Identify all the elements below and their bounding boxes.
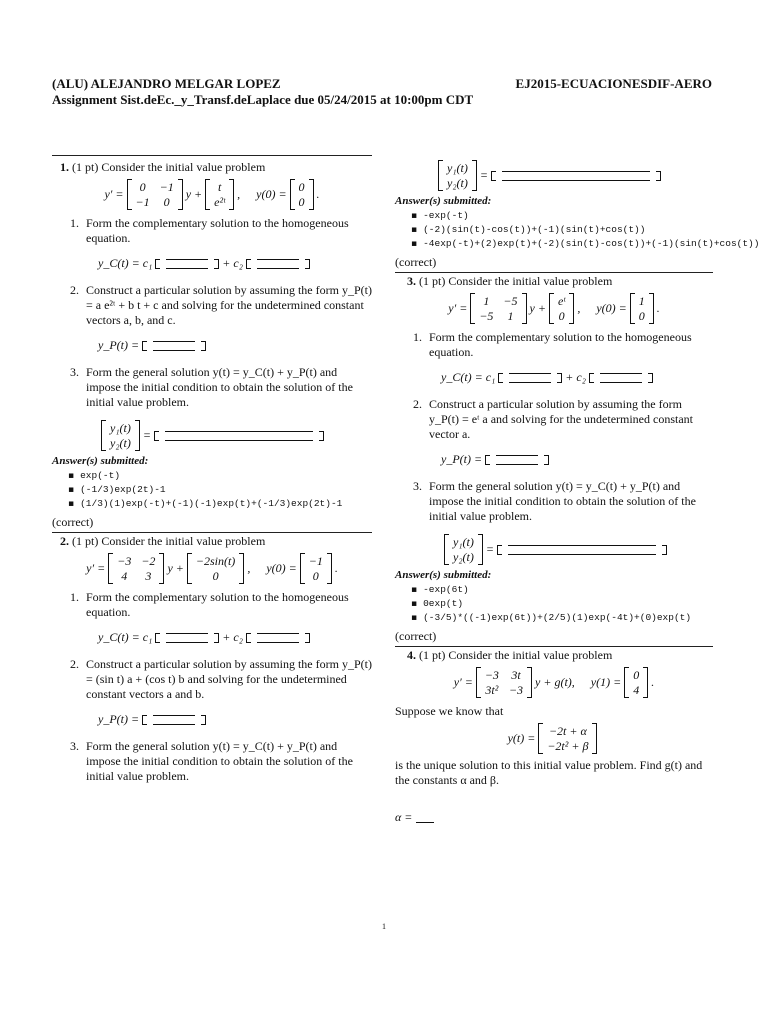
answer-item: ▪ (-3/5)*((-1)exp(6t))+(2/5)(1)exp(-4t)+(0)exp(t) [411,611,713,625]
answer-blank[interactable] [257,633,299,634]
problem-number: 1. [60,160,69,174]
step-complementary: 1. Form the complementary solution to the homogeneous equation. y_C(t) = c₁ + c₂ [425,330,713,385]
answer-blank[interactable] [153,350,195,351]
problem-points: (1 pt) [72,160,99,174]
answer-blank[interactable] [508,545,656,546]
status-correct: (correct) [395,629,437,643]
answer-item: ▪ -exp(-t) [411,209,713,223]
answer-blank[interactable] [165,440,313,441]
answer-item: ▪ 0exp(t) [411,597,713,611]
problem-divider [52,532,372,533]
steps-list [52,590,372,784]
solution-equation: y(t) = −2t + α −2t² + β [395,723,713,754]
answer-blank[interactable] [502,171,650,172]
answer-item: ▪ (1/3)(1)exp(-t)+(-1)(-1)exp(t)+(-1/3)exp(2t)-1 [68,497,372,511]
answer-blank[interactable] [509,382,551,383]
ivp-equation: y′ = −3 −2 4 3 y + −2sin(t) 0 , y(0) = −1 0 . [86,554,338,583]
answer-blank[interactable] [166,633,208,634]
step-complementary: 1. Form the complementary solution to the homogeneous equation. y_C(t) = c₁ + c₂ [82,590,372,645]
answer-blank[interactable] [600,373,642,374]
step-particular: 2. Construct a particular solution by assuming the form y_P(t) = (sin t) a + (cos t) b and solving for the undetermined constant vectors a and b. y_P(t) = [82,657,372,727]
ivp-equation: y′ = 0 −1 −1 0 y + t e²ᵗ , y(0) = 0 0 . [104,180,320,209]
alpha-label: α = [395,810,413,824]
answer-item: ▪ exp(-t) [68,469,372,483]
suppose-text: Suppose we know that [395,704,504,718]
answer-item: ▪ (-1/3)exp(2t)-1 [68,483,372,497]
answer-blank[interactable] [508,554,656,555]
alpha-input[interactable] [416,812,434,823]
problem-points: (1 pt) [419,648,446,662]
answers-list [52,469,372,511]
student-name: (ALU) ALEJANDRO MELGAR LOPEZ [52,76,281,91]
answers-list [395,583,713,625]
problem-points: (1 pt) [419,274,446,288]
page-number: 1 [382,922,386,931]
problem-2 [52,534,372,784]
steps-list [52,216,372,451]
step-general: 3. Form the general solution y(t) = y_C(t) + y_P(t) and impose the initial condition to obtain the solution of the initial value problem. y₁(t) y₂(t) = [425,479,713,565]
answer-blank[interactable] [502,180,650,181]
answer-blank[interactable] [165,431,313,432]
answer-blank[interactable] [153,715,195,716]
answers-heading: Answer(s) submitted: [395,195,492,207]
problem-intro: Consider the initial value problem [448,274,613,288]
answer-blank[interactable] [509,373,551,374]
problem-points: (1 pt) [72,534,99,548]
step-general: 3. Form the general solution y(t) = y_C(t) + y_P(t) and impose the initial condition to obtain the solution of the initial value problem. y₁(t) y₂(t) = [82,365,372,451]
find-text: is the unique solution to this initial value problem. Find g(t) and the constants α and β. [395,758,703,787]
answer-item: ▪ -4exp(-t)+(2)exp(t)+(-2)(sin(t)-cos(t))+(-1)(sin(t)+cos(t)) [411,237,713,251]
answer-blank[interactable] [496,455,538,456]
steps-list [395,330,713,565]
step-general: 3. Form the general solution y(t) = y_C(t) + y_P(t) and impose the initial condition to obtain the solution of the initial value problem. [82,739,372,784]
header-line-1 [52,76,712,92]
ivp-equation: y′ = −3 3t 3t² −3 y + g(t), y(1) = 0 4 . [453,668,655,697]
status-correct: (correct) [395,255,437,269]
problem-4 [395,648,713,825]
problem-3 [395,274,713,644]
problem-1 [52,160,372,530]
status-correct: (correct) [52,515,94,529]
answer-blank[interactable] [257,268,299,269]
answer-blank[interactable] [153,341,195,342]
course-code: EJ2015-ECUACIONESDIF-AERO [515,76,712,91]
answer-item: ▪ -exp(6t) [411,583,713,597]
step-particular: 2. Construct a particular solution by assuming the form y_P(t) = eᵗ a and solving for the undetermined constant vector a. y_P(t) = [425,397,713,467]
step-particular: 2. Construct a particular solution by assuming the form y_P(t) = a e²ᵗ + b t + c and solving for the undetermined constant vectors a, b, and c. y_P(t) = [82,283,372,353]
left-column [52,155,372,788]
problem-intro: Consider the initial value problem [101,534,266,548]
step-complementary: 1. Form the complementary solution to the homogeneous equation. y_C(t) = c₁ + c₂ [82,216,372,271]
problem-number: 4. [407,648,416,662]
answer-blank[interactable] [166,268,208,269]
right-column [395,160,760,825]
answer-item: ▪ (-2)(sin(t)-cos(t))+(-1)(sin(t)+cos(t)) [411,223,713,237]
ivp-equation: y′ = 1 −5 −5 1 y + eᵗ 0 , y(0) = 1 0 . [448,294,660,323]
problem-divider [395,272,713,273]
answer-blank[interactable] [496,464,538,465]
answer-blank[interactable] [257,642,299,643]
answers-heading: Answer(s) submitted: [52,455,149,467]
problem-intro: Consider the initial value problem [101,160,266,174]
answer-blank[interactable] [153,724,195,725]
answer-blank[interactable] [600,382,642,383]
problem-number: 3. [407,274,416,288]
answers-heading: Answer(s) submitted: [395,569,492,581]
problem-divider [395,646,713,647]
problem-divider [52,155,372,156]
answer-blank[interactable] [166,259,208,260]
answers-list [395,209,760,251]
answer-blank[interactable] [166,642,208,643]
assignment-title: Assignment Sist.deEc._y_Transf.deLaplace due 05/24/2015 at 10:00pm CDT [52,92,474,107]
problem-intro: Consider the initial value problem [448,648,613,662]
problem-2-continued: y₁(t) y₂(t) = Answer(s) submitted: ▪ -exp(-t) ▪ (-2)(sin(t)-cos(t))+(-1)(sin(t)+cos(t)) ▪ -4exp(-t)+(2)exp(t)+(-2)(sin(t)-cos(t))+(-1)(sin(t)+cos(t)) (correct) [395,160,713,270]
answer-blank[interactable] [257,259,299,260]
problem-number: 2. [60,534,69,548]
